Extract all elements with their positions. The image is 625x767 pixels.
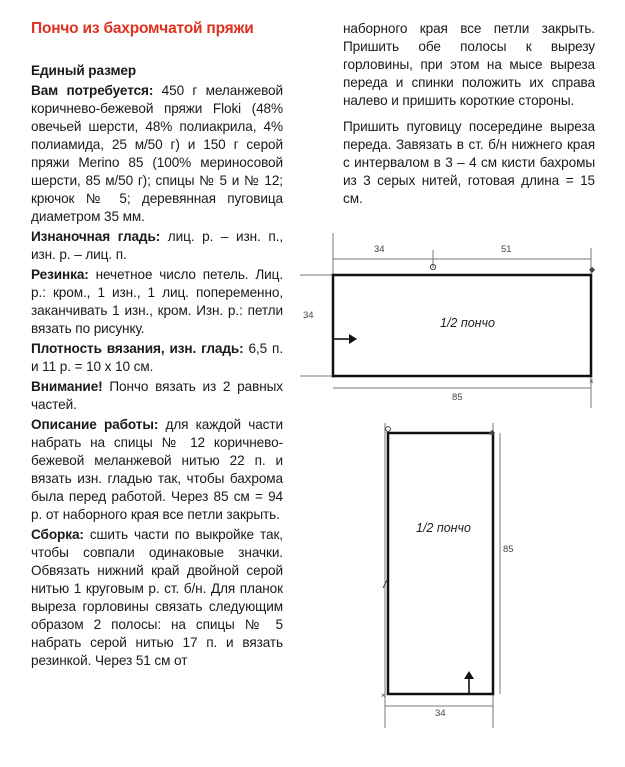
dim-top-right: 51: [501, 244, 512, 255]
rib-text: нечетное число петель. Лиц. р.: кром., 1 изн., 1 лиц. попеременно, заканчивать 1 изн., кром. Изн. р.: петли вязать по рисунку.: [31, 267, 283, 336]
materials-text: 450 г меланжевой коричнево-бежевой пряжи Floki (48% овечьей шерсти, 48% полиакрила, 4% полиамида, 25 м/50 г) и 150 г серой пряжи Merino 85 (100% мериносовой шерсти, 85 м/50 г); спицы № 5 и № 12; крючок № 5; деревянная пуговица диаметром 35 мм.: [31, 83, 283, 224]
materials-paragraph: [31, 82, 283, 226]
attention-text: Пончо вязать из 2 равных частей.: [31, 379, 283, 412]
dim-bottom-2: 34: [435, 708, 446, 719]
piece-1-label: 1/2 пончо: [440, 316, 495, 330]
assembly-text: сшить части по выкройке так, чтобы совпали одинаковые значки. Обвязать нижний край двойной серой нитью 1 круговым р. ст. б/н. Для планок выреза горловины связать следующим образом 2 полосы: на спицы № 5 набрать серой нитью 17 п. и вязать резинкой. Через 51 см от: [31, 527, 283, 668]
button-tassels-paragraph: Пришить пуговицу посередине выреза переда. Завязать в ст. б/н нижнего края с интервалом в 3 – 4 см кисти бахромы из 3 серых нитей, готовая длина = 15 см.: [343, 119, 595, 206]
description-paragraph: [31, 416, 283, 524]
right-column: [343, 20, 595, 208]
gauge-text: 6,5 п. и 11 р. = 10 х 10 см.: [31, 341, 283, 374]
assembly-paragraph: [31, 526, 283, 670]
gauge-paragraph: [31, 340, 283, 376]
marker-diamond-icon-2: ◆: [489, 428, 496, 437]
dim-bottom: 85: [452, 392, 463, 403]
finishing-paragraph: наборного края все петли закрыть. Пришить обе полосы к вырезу горловины, при этом на мысе выреза переда и спинки положить их справа налево и пришить короткие стороны.: [343, 21, 595, 108]
attention-label: Внимание!: [31, 379, 103, 394]
piece-2-rectangle: [388, 433, 493, 694]
reverse-stockinette-paragraph: [31, 228, 283, 264]
reverse-stockinette-label: Изнаночная гладь:: [31, 229, 161, 244]
size-heading: Единый размер: [31, 63, 137, 78]
dim-top-left: 34: [374, 244, 385, 255]
description-label: Описание работы:: [31, 417, 159, 432]
marker-x-icon: ×: [589, 377, 594, 386]
rib-label: Резинка:: [31, 267, 89, 282]
materials-label: Вам потребуется:: [31, 83, 154, 98]
left-column: [31, 20, 283, 670]
description-text: для каждой части набрать на спицы № 12 коричнево-бежевой меланжевой нитью 22 п. и вязать изн. гладью так, чтобы бахрома была перед работой. Через 85 см = 94 р. от наборного края все петли закрыть.: [31, 417, 283, 522]
pattern-diagram: [295, 228, 625, 758]
dim-left: 34: [303, 310, 314, 321]
marker-o-icon-2: [386, 427, 391, 432]
gauge-label: Плотность вязания, изн. гладь:: [31, 341, 244, 356]
article-title: Пончо из бахромчатой пряжи: [31, 20, 254, 37]
dim-right: 85: [503, 544, 514, 555]
reverse-stockinette-text: лиц. р. – изн. п., изн. р. – лиц. п.: [31, 229, 283, 262]
marker-diamond-icon: ◆: [589, 265, 596, 274]
direction-arrow-right-icon: [349, 334, 357, 344]
piece-2-label: 1/2 пончо: [416, 521, 471, 535]
direction-arrow-up-icon: [464, 671, 474, 679]
pattern-schematic: [295, 228, 625, 758]
rib-paragraph: [31, 266, 283, 338]
attention-paragraph: [31, 378, 283, 414]
assembly-label: Сборка:: [31, 527, 84, 542]
marker-x-icon-2: ×: [381, 691, 386, 700]
